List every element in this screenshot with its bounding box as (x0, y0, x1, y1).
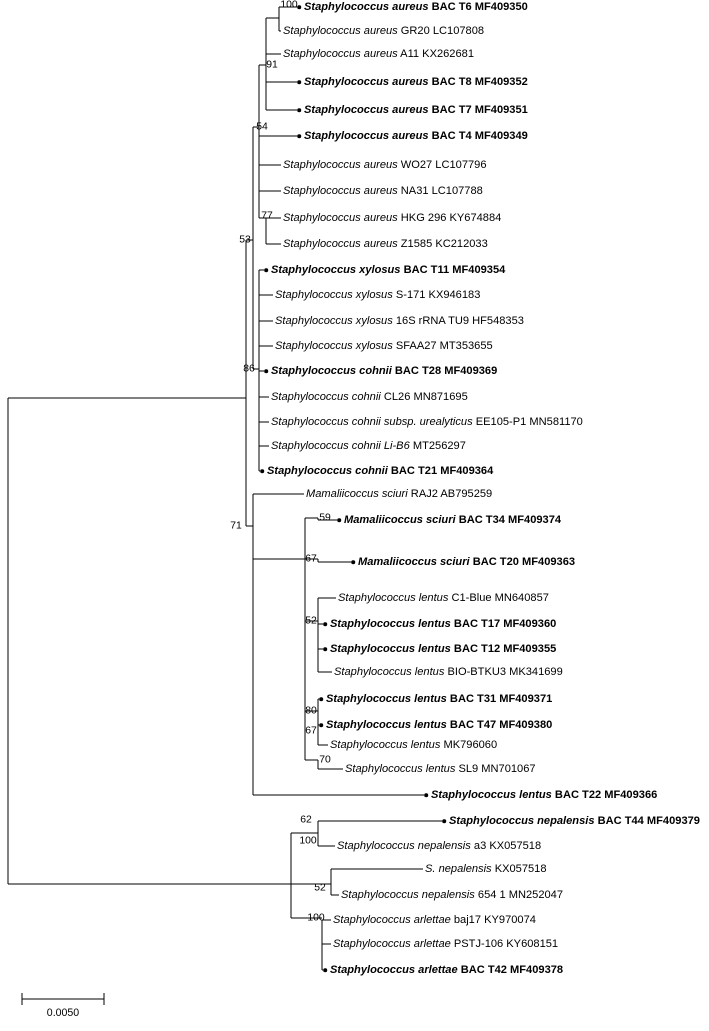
taxon-strain-accession: C1-Blue MN640857 (448, 592, 549, 604)
taxon-label (337, 840, 541, 852)
taxon-label (304, 1, 528, 13)
taxon-label (306, 488, 492, 500)
taxon-strain-accession: BAC T11 MF409354 (400, 264, 506, 276)
taxon-species-name: Staphylococcus aureus (283, 185, 398, 197)
taxon-strain-accession: BAC T12 MF409355 (450, 643, 557, 655)
tip-marker-dot (297, 108, 301, 112)
taxon-label (283, 238, 488, 250)
taxon-label (283, 48, 474, 60)
taxon-species-name: Mamaliicoccus sciuri (358, 556, 470, 568)
bootstrap-support-value: 77 (261, 210, 273, 222)
taxon-species-name: Staphylococcus nepalensis (449, 815, 595, 827)
taxon-strain-accession: A11 KX262681 (397, 48, 474, 60)
taxon-strain-accession: a3 KX057518 (470, 840, 542, 852)
taxon-label (283, 159, 487, 171)
taxon-label (333, 914, 536, 926)
taxon-species-name: S. nepalensis (425, 863, 492, 875)
taxon-species-name: Staphylococcus xylosus (275, 289, 393, 301)
taxon-species-name: Staphylococcus lentus (334, 666, 445, 678)
bootstrap-support-value: 70 (319, 754, 331, 766)
taxon-label (333, 938, 558, 950)
taxon-species-name: Staphylococcus lentus (330, 643, 451, 655)
taxon-strain-accession: Z1585 KC212033 (397, 238, 488, 250)
taxon-strain-accession: KX057518 (491, 863, 547, 875)
taxon-species-name: Staphylococcus lentus (330, 618, 451, 630)
taxon-label (326, 719, 552, 731)
taxon-species-name: Staphylococcus arlettae (333, 938, 451, 950)
tip-marker-dot (337, 518, 341, 522)
taxon-species-name: Staphylococcus nepalensis (341, 889, 475, 901)
taxon-strain-accession: MK796060 (440, 739, 498, 751)
taxon-species-name: Staphylococcus cohnii (271, 391, 381, 403)
taxon-species-name: Staphylococcus aureus (304, 130, 429, 142)
taxon-species-name: Staphylococcus aureus (283, 212, 398, 224)
taxon-label (275, 340, 493, 352)
taxon-species-name: Staphylococcus aureus (283, 48, 398, 60)
taxon-label (344, 514, 561, 526)
taxon-label (341, 889, 563, 901)
taxon-label (326, 693, 552, 705)
bootstrap-support-value: 67 (305, 553, 317, 565)
taxon-label (304, 130, 528, 142)
taxon-label (275, 289, 480, 301)
bootstrap-support-value: 53 (239, 234, 251, 246)
taxon-strain-accession: S-171 KX946183 (392, 289, 481, 301)
taxon-strain-accession: 654 1 MN252047 (474, 889, 564, 901)
taxon-species-name: Staphylococcus xylosus (275, 340, 393, 352)
taxon-strain-accession: BAC T47 MF409380 (446, 719, 553, 731)
taxon-strain-accession: baj17 KY970074 (450, 914, 536, 926)
taxon-species-name: Staphylococcus xylosus (275, 315, 393, 327)
taxon-species-name: Staphylococcus lentus (345, 763, 456, 775)
taxon-label (267, 465, 493, 477)
scale-bar-label: 0.0050 (46, 1007, 80, 1019)
bootstrap-support-value: 100 (280, 0, 298, 11)
taxon-label (304, 76, 528, 88)
taxon-strain-accession: BAC T20 MF409363 (469, 556, 576, 568)
taxon-strain-accession: BAC T44 MF409379 (594, 815, 700, 827)
tip-marker-dot (264, 369, 268, 373)
taxon-strain-accession: HKG 296 KY674884 (397, 212, 502, 224)
taxon-species-name: Staphylococcus aureus (283, 25, 398, 37)
taxon-strain-accession: SL9 MN701067 (455, 763, 536, 775)
taxon-strain-accession: BAC T42 MF409378 (457, 964, 564, 976)
bootstrap-support-value: 67 (305, 725, 317, 737)
taxon-strain-accession: GR20 LC107808 (397, 25, 485, 37)
bootstrap-support-value: 54 (256, 121, 268, 133)
taxon-strain-accession: BAC T17 MF409360 (450, 618, 557, 630)
tip-marker-dot (351, 560, 355, 564)
taxon-species-name: Staphylococcus aureus (304, 104, 429, 116)
taxon-label (449, 815, 700, 827)
bootstrap-support-value: 52 (305, 615, 317, 627)
taxon-species-name: Staphylococcus lentus (326, 693, 447, 705)
taxon-species-name: Staphylococcus lentus (338, 592, 449, 604)
bootstrap-support-value: 62 (300, 814, 312, 826)
taxon-strain-accession: SFAA27 MT353655 (392, 340, 493, 352)
taxon-label (283, 212, 501, 224)
taxon-strain-accession: BAC T21 MF409364 (387, 465, 494, 477)
taxon-strain-accession: PSTJ-106 KY608151 (450, 938, 559, 950)
taxon-strain-accession: MT256297 (409, 440, 466, 452)
taxon-species-name: Staphylococcus lentus (326, 719, 447, 731)
tip-marker-dot (323, 647, 327, 651)
tip-marker-dot (319, 723, 323, 727)
taxon-species-name: Staphylococcus aureus (283, 238, 398, 250)
taxon-species-name: Staphylococcus lentus (330, 739, 441, 751)
tip-marker-dot (297, 80, 301, 84)
taxon-label (330, 643, 556, 655)
tip-marker-dot (297, 134, 301, 138)
taxon-strain-accession: BAC T7 MF409351 (428, 104, 528, 116)
taxon-label (283, 25, 484, 37)
taxon-label (334, 666, 563, 678)
bootstrap-support-value: 71 (230, 520, 242, 532)
taxon-strain-accession: BAC T34 MF409374 (455, 514, 562, 526)
taxon-label (330, 618, 556, 630)
taxon-label (275, 315, 524, 327)
taxon-species-name: Staphylococcus aureus (304, 1, 429, 13)
taxon-species-name: Mamaliicoccus sciuri (306, 488, 408, 500)
taxon-strain-accession: BAC T6 MF409350 (428, 1, 528, 13)
taxon-species-name: Staphylococcus xylosus (271, 264, 401, 276)
taxon-strain-accession: BIO-BTKU3 MK341699 (444, 666, 563, 678)
taxon-label (283, 185, 483, 197)
taxon-strain-accession: NA31 LC107788 (397, 185, 483, 197)
taxon-strain-accession: BAC T8 MF409352 (428, 76, 528, 88)
taxon-strain-accession: EE105-P1 MN581170 (472, 416, 583, 428)
tip-marker-dot (264, 268, 268, 272)
taxon-label (271, 391, 468, 403)
tip-marker-dot (319, 697, 323, 701)
taxon-species-name: Staphylococcus nepalensis (337, 840, 471, 852)
bootstrap-support-value: 86 (243, 363, 255, 375)
taxon-label (345, 763, 536, 775)
taxon-strain-accession: BAC T22 MF409366 (551, 789, 658, 801)
taxon-label (330, 739, 497, 751)
taxon-label (271, 440, 466, 452)
tip-marker-dot (297, 5, 301, 9)
taxon-species-name: Staphylococcus cohnii subsp. urealyticus (271, 416, 473, 428)
tip-marker-dot (323, 968, 327, 972)
taxon-species-name: Staphylococcus aureus (304, 76, 429, 88)
taxon-label (338, 592, 549, 604)
bootstrap-support-value: 91 (266, 59, 278, 71)
taxon-species-name: Staphylococcus cohnii (271, 365, 392, 377)
taxon-label (271, 264, 505, 276)
tip-marker-dot (323, 622, 327, 626)
taxon-label (304, 104, 528, 116)
tip-marker-dot (424, 793, 428, 797)
tip-marker-dot (260, 469, 264, 473)
taxon-strain-accession: BAC T28 MF409369 (391, 365, 498, 377)
taxon-species-name: Mamaliicoccus sciuri (344, 514, 456, 526)
tip-marker-dot (442, 819, 446, 823)
taxon-species-name: Staphylococcus cohnii Li-B6 (271, 440, 410, 452)
bootstrap-support-value: 59 (319, 512, 331, 524)
bootstrap-support-value: 100 (299, 835, 317, 847)
taxon-label (271, 365, 497, 377)
taxon-species-name: Staphylococcus lentus (431, 789, 552, 801)
taxon-species-name: Staphylococcus cohnii (267, 465, 388, 477)
taxon-strain-accession: WO27 LC107796 (397, 159, 487, 171)
bootstrap-support-value: 52 (314, 882, 326, 894)
taxon-label (431, 789, 657, 801)
bootstrap-support-value: 80 (305, 705, 317, 717)
taxon-label (358, 556, 575, 568)
taxon-species-name: Staphylococcus arlettae (330, 964, 458, 976)
taxon-strain-accession: CL26 MN871695 (380, 391, 468, 403)
taxon-label (271, 416, 583, 428)
taxon-species-name: Staphylococcus aureus (283, 159, 398, 171)
taxon-species-name: Staphylococcus arlettae (333, 914, 451, 926)
taxon-strain-accession: BAC T4 MF409349 (428, 130, 528, 142)
taxon-strain-accession: RAJ2 AB795259 (407, 488, 493, 500)
taxon-label (425, 863, 547, 875)
taxon-strain-accession: BAC T31 MF409371 (446, 693, 553, 705)
taxon-strain-accession: 16S rRNA TU9 HF548353 (392, 315, 524, 327)
taxon-label (330, 964, 563, 976)
bootstrap-support-value: 100 (307, 912, 325, 924)
